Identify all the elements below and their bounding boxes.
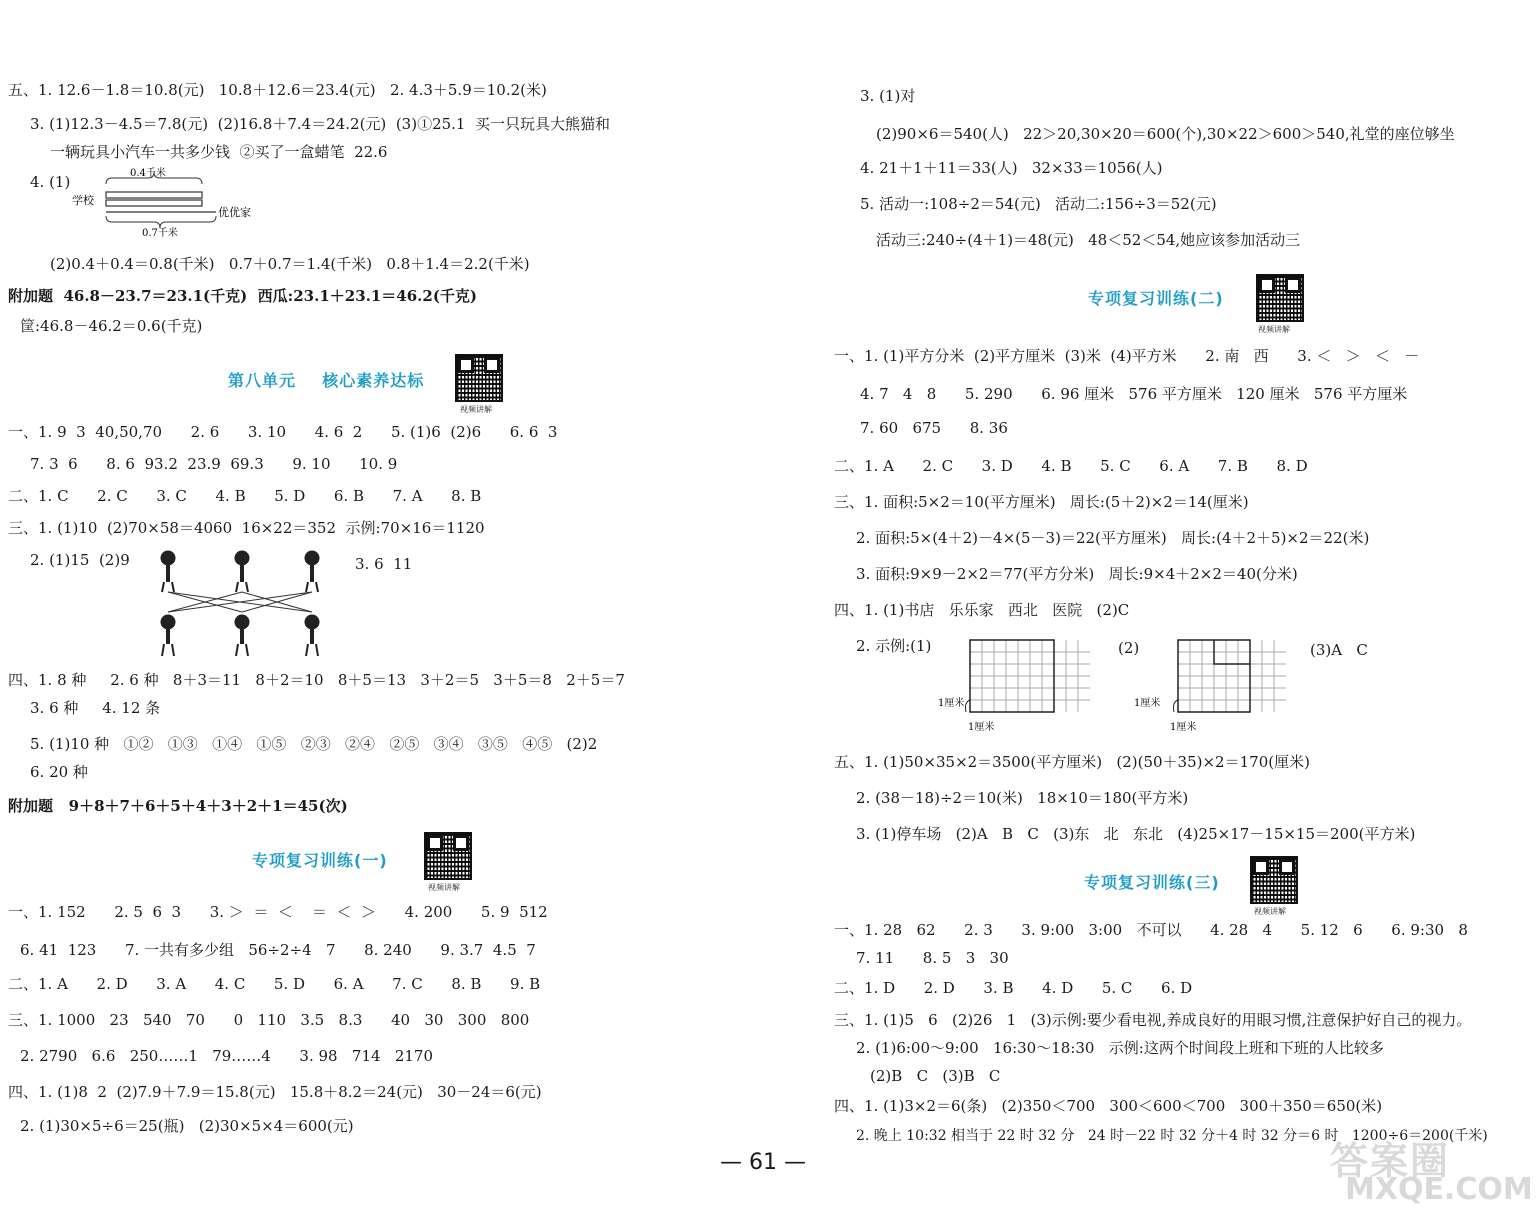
section-heading: 专项复习训练(二) [1088, 289, 1224, 308]
answer-line: 一辆玩具小汽车一共多少钱 ②买了一盒蜡笔 22.6 [50, 143, 388, 161]
answer-line: 二、1. C 2. C 3. C 4. B 5. D 6. B 7. A 8. B [8, 487, 482, 505]
answer-line: 7. 3 6 8. 6 93.2 23.9 69.3 9. 10 10. 9 [30, 455, 398, 473]
answer-line: 2. (38－18)÷2＝10(米) 18×10＝180(平方米) [856, 789, 1189, 807]
unit-label: 1厘米 [1170, 722, 1197, 733]
qr-caption: 视频讲解 [1258, 325, 1290, 334]
answer-line: 3. (1)12.3－4.5＝7.8(元) (2)16.8＋7.4＝24.2(元) (3)①25.1 买一只玩具大熊猫和 [30, 115, 610, 133]
answer-line: 三、1. 1000 23 540 70 0 110 3.5 8.3 40 30 300 800 [8, 1011, 530, 1029]
qr-caption: 视频讲解 [460, 405, 492, 414]
qr-caption: 视频讲解 [1254, 907, 1286, 916]
qr-code[interactable] [455, 354, 503, 402]
answer-line: 3. (1)停车场 (2)A B C (3)东 北 东北 (4)25×17－15×15＝200(平方米) [856, 825, 1416, 843]
answer-line: 四、1. (1)3×2＝6(条) (2)350＜700 300＜600＜700 300＋350＝650(米) [834, 1097, 1383, 1115]
qr-code[interactable] [1256, 274, 1304, 322]
answer-line: 三、1. (1)5 6 (2)26 1 (3)示例:要少看电视,养成良好的用眼习惯,注意保护好自己的视力。 [834, 1011, 1472, 1029]
answer-line: 附加题 9＋8＋7＋6＋5＋4＋3＋2＋1＝45(次) [8, 797, 348, 815]
answer-line: 6. 41 123 7. 一共有多少组 56÷2÷4 7 8. 240 9. 3.7 4.5 7 [20, 941, 536, 959]
answer-line: 4. 21＋1＋11＝33(人) 32×33＝1056(人) [860, 159, 1163, 177]
grid-diagram-2 [1134, 636, 1304, 740]
answer-line: 二、1. A 2. D 3. A 4. C 5. D 6. A 7. C 8. B 9. B [8, 975, 541, 993]
diagram-top-label: 0.4千米 [130, 168, 166, 179]
answer-line: 3. 6 种 4. 12 条 [30, 699, 161, 717]
answer-line: 一、1. (1)平方分米 (2)平方厘米 (3)米 (4)平方米 2. 南 西 3. ＜ ＞ ＜ － [834, 347, 1420, 365]
watermark-url: MXQE.COM [1345, 1172, 1533, 1207]
answer-line: 2. 面积:5×(4＋2)－4×(5－3)＝22(平方厘米) 周长:(4＋2＋5)×2＝22(米) [856, 529, 1370, 547]
answer-line: 一、1. 152 2. 5 6 3 3. ＞ ＝ ＜ ＝ ＜ ＞ 4. 200 5. 9 512 [8, 903, 548, 921]
diagram-right-label: 优优家 [218, 206, 251, 219]
answer-line: 3. 面积:9×9－2×2＝77(平方分米) 周长:9×4＋2×2＝40(分米) [856, 565, 1298, 583]
answer-line: 四、1. 8 种 2. 6 种 8＋3＝11 8＋2＝10 8＋5＝13 3＋2＝5 3＋5＝8 2＋5＝7 [8, 671, 625, 689]
answer-line: 4. (1) [30, 173, 71, 191]
unit-label: 1厘米 [1134, 698, 1161, 709]
qr-caption: 视频讲解 [428, 883, 460, 892]
answer-line: 四、1. (1)8 2 (2)7.9＋7.9＝15.8(元) 15.8＋8.2＝24(元) 30－24＝6(元) [8, 1083, 542, 1101]
answer-line: 一、1. 28 62 2. 3 3. 9:00 3:00 不可以 4. 28 4 5. 12 6 6. 9:30 8 [834, 921, 1468, 939]
answer-line: (2)B C (3)B C [870, 1067, 1001, 1085]
handshake-figures [150, 548, 330, 660]
answer-line: 5. (1)10 种 ①② ①③ ①④ ①⑤ ②③ ②④ ②⑤ ③④ ③⑤ ④⑤ (2)2 [30, 735, 598, 753]
answer-line: 7. 11 8. 5 3 30 [856, 949, 1009, 967]
unit-label: 1厘米 [968, 722, 995, 733]
unit-label: 1厘米 [938, 698, 965, 709]
answer-line: 2. 2790 6.6 250……1 79……4 3. 98 714 2170 [20, 1047, 434, 1065]
answer-line: 2. (1)15 (2)9 [30, 551, 130, 569]
answer-line: 3. 6 11 [355, 555, 413, 573]
answer-line: 三、1. (1)10 (2)70×58＝4060 16×22＝352 示例:70×16＝1120 [8, 519, 485, 537]
qr-code[interactable] [424, 832, 472, 880]
section-heading: 专项复习训练(三) [1084, 873, 1220, 892]
answer-line: 三、1. 面积:5×2＝10(平方厘米) 周长:(5＋2)×2＝14(厘米) [834, 493, 1249, 511]
answer-line: 3. (1)对 [860, 87, 916, 105]
answer-line: 4. 7 4 8 5. 290 6. 96 厘米 576 平方厘米 120 厘米 576 平方厘米 [860, 385, 1408, 403]
answer-line: 2. 晚上 10:32 相当于 22 时 32 分 24 时－22 时 32 分＋4 时 32 分＝6 时 1200÷6＝200(千米) [856, 1128, 1488, 1144]
answer-line: (3)A C [1310, 641, 1368, 659]
answer-line: 二、1. A 2. C 3. D 4. B 5. C 6. A 7. B 8. D [834, 457, 1308, 475]
diagram-left-label: 学校 [72, 194, 94, 207]
grid-diagram-1 [938, 636, 1108, 740]
answer-line: 附加题 46.8－23.7＝23.1(千克) 西瓜:23.1＋23.1＝46.2(千克) [8, 287, 478, 305]
watermark-logo: 答案圈 [1330, 1139, 1451, 1183]
right-column [790, 0, 1536, 1214]
answer-line: 五、1. (1)50×35×2＝3500(平方厘米) (2)(50＋35)×2＝170(厘米) [834, 753, 1310, 771]
section-heading: 第八单元 核心素养达标 [228, 371, 425, 390]
answer-line: 2. 示例:(1) [856, 637, 932, 655]
distance-diagram [70, 166, 270, 238]
answer-line: 5. 活动一:108÷2＝54(元) 活动二:156÷3＝52(元) [860, 195, 1217, 213]
answer-line: 四、1. (1)书店 乐乐家 西北 医院 (2)C [834, 601, 1130, 619]
answer-line: 2. (1)6:00～9:00 16:30～18:30 示例:这两个时间段上班和下班的人比较多 [856, 1039, 1384, 1057]
answer-line: 筐:46.8－46.2＝0.6(千克) [20, 317, 203, 335]
qr-code[interactable] [1250, 856, 1298, 904]
answer-line: (2)90×6＝540(人) 22＞20,30×20＝600(个),30×22＞600＞540,礼堂的座位够坐 [876, 125, 1455, 143]
section-heading: 专项复习训练(一) [252, 851, 388, 870]
page-number: — 61 — [720, 1150, 806, 1175]
answer-line: 活动三:240÷(4＋1)＝48(元) 48＜52＜54,她应该参加活动三 [876, 231, 1301, 249]
answer-line: (2) [1118, 639, 1140, 657]
answer-line: 2. (1)30×5÷6＝25(瓶) (2)30×5×4＝600(元) [20, 1117, 354, 1135]
answer-line: 五、1. 12.6－1.8＝10.8(元) 10.8＋12.6＝23.4(元) 2. 4.3＋5.9＝10.2(米) [8, 81, 547, 99]
answer-line: 7. 60 675 8. 36 [860, 419, 1008, 437]
answer-line: 二、1. D 2. D 3. B 4. D 5. C 6. D [834, 979, 1193, 997]
answer-line: 6. 20 种 [30, 763, 88, 781]
answer-line: (2)0.4＋0.4＝0.8(千米) 0.7＋0.7＝1.4(千米) 0.8＋1.4＝2.2(千米) [50, 255, 530, 273]
answer-line: 一、1. 9 3 40,50,70 2. 6 3. 10 4. 6 2 5. (1)6 (2)6 6. 6 3 [8, 423, 558, 441]
left-column [0, 0, 750, 1214]
diagram-bottom-label: 0.7千米 [142, 228, 178, 238]
